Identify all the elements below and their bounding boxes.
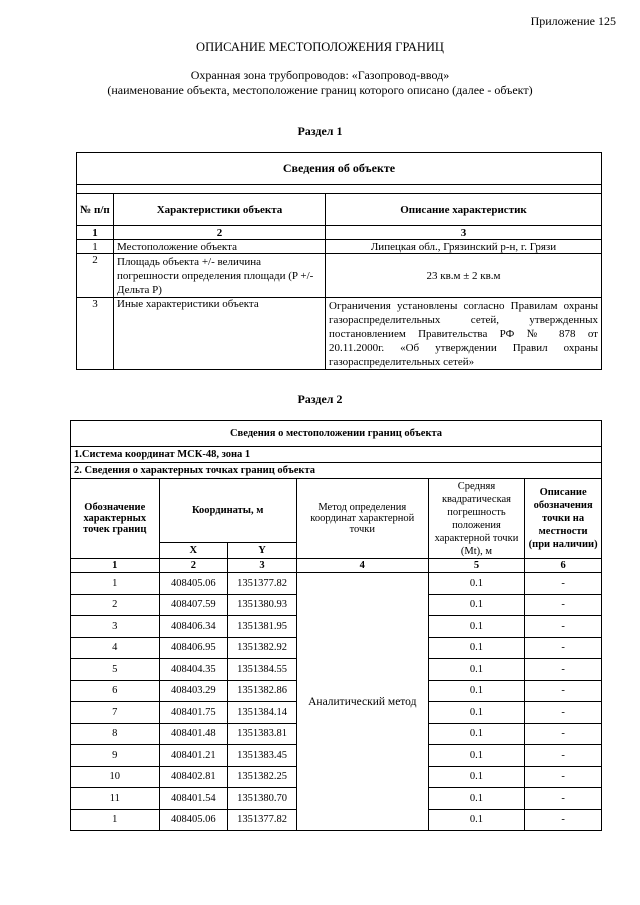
point-number: 9: [71, 745, 160, 767]
row-number: 1: [77, 240, 114, 254]
point-description: -: [525, 702, 602, 724]
point-error: 0.1: [428, 659, 525, 681]
col-number-3: 3: [326, 226, 602, 240]
point-y: 1351383.81: [228, 723, 297, 745]
point-y: 1351384.55: [228, 659, 297, 681]
point-number: 5: [71, 659, 160, 681]
point-x: 408406.34: [159, 616, 228, 638]
point-number: 8: [71, 723, 160, 745]
point-number: 11: [71, 788, 160, 810]
object-info-table: [76, 152, 602, 370]
point-x: 408401.54: [159, 788, 228, 810]
col-number-1: 1: [77, 226, 114, 240]
point-description: -: [525, 809, 602, 831]
header-x: X: [159, 543, 228, 559]
header-coordinates: Координаты, м: [159, 479, 296, 543]
point-error: 0.1: [428, 723, 525, 745]
row-characteristic: Местоположение объекта: [114, 240, 326, 254]
table-row: [71, 573, 602, 595]
col-number-6: 6: [525, 559, 602, 573]
point-number: 10: [71, 766, 160, 788]
point-number: 1: [71, 809, 160, 831]
header-method: Метод определения координат характерной точки: [296, 479, 428, 559]
point-error: 0.1: [428, 637, 525, 659]
point-number: 6: [71, 680, 160, 702]
point-x: 408403.29: [159, 680, 228, 702]
point-description: -: [525, 723, 602, 745]
point-number: 1: [71, 573, 160, 595]
section-2-label: Раздел 2: [297, 392, 343, 406]
point-error: 0.1: [428, 702, 525, 724]
point-x: 408404.35: [159, 659, 228, 681]
point-x: 408402.81: [159, 766, 228, 788]
point-number: 3: [71, 616, 160, 638]
appendix-number: Приложение 125: [530, 14, 616, 28]
point-x: 408407.59: [159, 594, 228, 616]
point-description: -: [525, 594, 602, 616]
row-characteristic: Иные характеристики объекта: [114, 298, 326, 370]
section-1-label: Раздел 1: [297, 124, 343, 138]
point-number: 7: [71, 702, 160, 724]
point-x: 408405.06: [159, 573, 228, 595]
object-info-title: Сведения об объекте: [77, 153, 602, 185]
col-number-5: 5: [428, 559, 525, 573]
point-y: 1351382.86: [228, 680, 297, 702]
point-error: 0.1: [428, 616, 525, 638]
point-y: 1351382.92: [228, 637, 297, 659]
table-row: [77, 298, 602, 370]
row-description: Ограничения установлены согласно Правилам охраны газораспределительных сетей, утвержденных постановлением Правительства РФ № 878 от 20.11.2000г. «Об утверждении Правил охраны газораспределительных сетей»: [326, 298, 602, 370]
col-number-4: 4: [296, 559, 428, 573]
header-error: Средняя квадратическая погрешность положения характерной точки (Mt), м: [428, 479, 525, 559]
col-number-2: 2: [114, 226, 326, 240]
point-description: -: [525, 680, 602, 702]
point-number: 4: [71, 637, 160, 659]
boundary-points-table: [70, 420, 602, 831]
row-number: 3: [77, 298, 114, 370]
boundary-table-title: Сведения о местоположении границ объекта: [71, 421, 602, 447]
point-x: 408401.75: [159, 702, 228, 724]
point-error: 0.1: [428, 573, 525, 595]
point-description: -: [525, 766, 602, 788]
point-description: -: [525, 573, 602, 595]
point-description: -: [525, 745, 602, 767]
header-num: № п/п: [77, 194, 114, 226]
col-number-2: 2: [159, 559, 228, 573]
row-description: Липецкая обл., Грязинский р-н, г. Грязи: [326, 240, 602, 254]
row-description: 23 кв.м ± 2 кв.м: [326, 254, 602, 298]
document-title: ОПИСАНИЕ МЕСТОПОЛОЖЕНИЯ ГРАНИЦ: [196, 40, 444, 54]
object-name-caption: (наименование объекта, местоположение границ которого описано (далее - объект): [107, 83, 533, 97]
point-y: 1351380.93: [228, 594, 297, 616]
point-error: 0.1: [428, 766, 525, 788]
col-number-1: 1: [71, 559, 160, 573]
point-x: 408401.21: [159, 745, 228, 767]
points-section-title: 2. Сведения о характерных точках границ объекта: [71, 463, 602, 479]
object-subtitle: [0, 68, 640, 98]
header-point-description: Описание обозначения точки на местности (при наличии): [525, 479, 602, 559]
method-value: Аналитический метод: [296, 573, 428, 831]
table-row: [77, 254, 602, 298]
point-description: -: [525, 788, 602, 810]
point-y: 1351377.82: [228, 573, 297, 595]
point-y: 1351383.45: [228, 745, 297, 767]
header-characteristics: Характеристики объекта: [114, 194, 326, 226]
point-y: 1351382.25: [228, 766, 297, 788]
point-x: 408406.95: [159, 637, 228, 659]
point-number: 2: [71, 594, 160, 616]
header-point-designation: Обозначение характерных точек границ: [71, 479, 160, 559]
point-description: -: [525, 659, 602, 681]
object-name: Охранная зона трубопроводов: «Газопровод-ввод»: [190, 68, 450, 82]
header-description: Описание характеристик: [326, 194, 602, 226]
coordinate-system: 1.Система координат МСК-48, зона 1: [71, 447, 602, 463]
point-y: 1351380.70: [228, 788, 297, 810]
row-number: 2: [77, 254, 114, 298]
point-y: 1351381.95: [228, 616, 297, 638]
point-x: 408405.06: [159, 809, 228, 831]
point-x: 408401.48: [159, 723, 228, 745]
col-number-3: 3: [228, 559, 297, 573]
header-y: Y: [228, 543, 297, 559]
point-y: 1351384.14: [228, 702, 297, 724]
point-description: -: [525, 637, 602, 659]
table-row: [77, 240, 602, 254]
point-error: 0.1: [428, 745, 525, 767]
point-error: 0.1: [428, 788, 525, 810]
point-y: 1351377.82: [228, 809, 297, 831]
point-description: -: [525, 616, 602, 638]
point-error: 0.1: [428, 809, 525, 831]
row-characteristic: Площадь объекта +/- величина погрешности определения площади (P +/- Дельта P): [114, 254, 326, 298]
point-error: 0.1: [428, 680, 525, 702]
spacer-row: [77, 185, 602, 194]
point-error: 0.1: [428, 594, 525, 616]
